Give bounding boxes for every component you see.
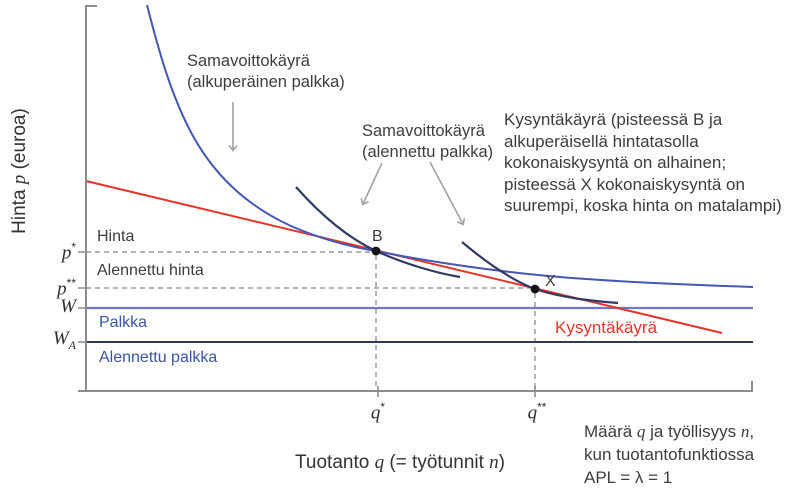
wage-region-label: Palkka [99,314,148,331]
q-star-sup: * [380,400,386,414]
quantity-note-symbol-q: q [636,422,646,441]
w-a-base: W [52,328,69,349]
quantity-note-line1-text-2: ja työllisyys [645,422,741,441]
y-axis-title [9,69,31,273]
demand-note-line3: kokonaiskysyntä on alhainen; [504,153,727,173]
quantity-note-line3: APL = λ = 1 [584,468,673,487]
price-region-label: Hinta [97,228,135,245]
x-axis-title-symbol-q: q [374,452,385,473]
y-tick-label-p-star [36,240,76,264]
q-double-star-sup: ** [537,400,547,414]
y-axis-title-text: Hinta [9,184,30,234]
p-star-sup: * [71,240,76,254]
isoprofit-original-annotation [187,51,345,93]
x-axis [78,381,753,391]
q-double-star-base: q [527,402,538,424]
x-tick-label-q-double-star [520,400,554,424]
demand-note-line2: alkuperäisellä hintatasolla [504,131,699,151]
point-x-label: X [545,273,556,290]
reduced-price-region-label: Alennettu hinta [97,262,204,279]
isoprofit-reduced-annotation [362,121,493,163]
y-tick-label-w-a [36,328,76,353]
demand-note-line1: Kysyntäkäyrä (pisteessä B ja [504,110,723,129]
x-tick-label-q-star [361,400,395,424]
w-a-sub: A [68,337,76,352]
p-double-star-sup: ** [66,276,76,290]
x-axis-title-text-3: ) [498,452,505,473]
quantity-note-line1-text-3: , [749,422,755,441]
quantity-note [584,420,754,489]
x-axis-title-symbol-n: n [489,452,499,473]
annotation-arrow-reduced-isoprofit-right [430,162,463,224]
w-base: W [60,296,76,317]
x-axis-title [262,452,538,474]
q-star-base: q [370,402,381,424]
y-axis [86,6,97,391]
demand-note-line5: suurempi, koska hinta on matalampi) [504,196,782,216]
point-b-dot [372,247,381,256]
x-axis-title-text-2: (= työtunnit [384,452,490,473]
isoprofit-reduced-annotation-line2: (alennettu palkka) [362,143,494,161]
quantity-note-line1 [584,420,754,443]
isoprofit-original-annotation-line1: Samavoittokäyrä [187,52,310,70]
isoprofit-curve-reduced-wage-right [462,242,618,303]
isoprofit-reduced-annotation-line1: Samavoittokäyrä [362,122,485,140]
point-x-dot [531,285,540,294]
isoprofit-original-annotation-line2: (alkuperäinen palkka) [187,73,345,91]
x-axis-title-text: Tuotanto [295,452,375,473]
y-axis-title-symbol: p [9,174,30,185]
y-tick-label-w [36,296,76,318]
quantity-note-line1-text: Määrä [584,422,637,441]
demand-note-line4: pisteessä X kokonaiskysyntä on [504,174,745,194]
demand-curve-label: Kysyntäkäyrä [555,318,658,337]
reduced-wage-region-label: Alennettu palkka [99,349,218,366]
p-star-base: p [61,242,72,264]
annotation-arrow-reduced-isoprofit-left [363,163,382,204]
p-double-star-base: p [57,278,67,300]
y-axis-title-unit: (euroa) [9,108,30,175]
quantity-note-line2: kun tuotantofunktiossa [584,445,755,464]
quantity-note-symbol-n: n [740,422,750,441]
point-b-label: B [372,228,383,245]
demand-note [504,109,782,217]
